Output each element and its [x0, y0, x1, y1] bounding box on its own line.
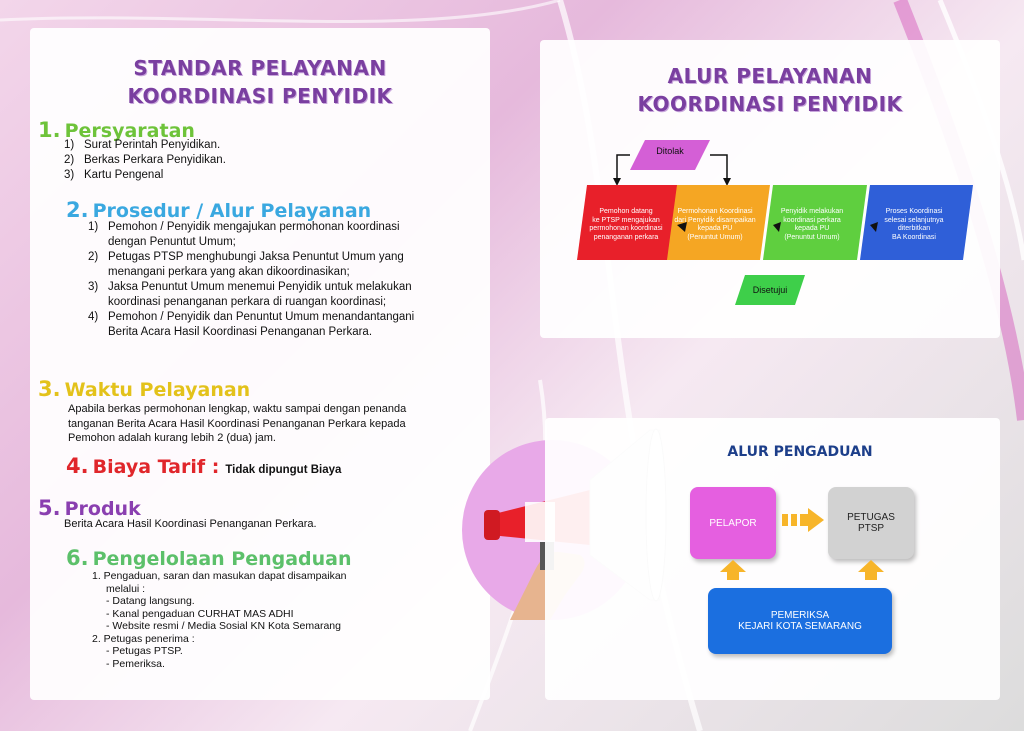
item-index: 1): [88, 221, 99, 233]
item-text: Berkas Perkara Penyidikan.: [84, 154, 226, 166]
standar-title-line1: STANDAR PELAYANAN: [133, 56, 387, 80]
section-number: 5.: [38, 496, 61, 520]
step-line: permohonan koordinasi: [589, 225, 663, 232]
arrow-up-icon: [858, 560, 884, 580]
arrow-up-icon: [720, 560, 746, 580]
arrow-right-icon: [782, 508, 824, 532]
step-line: BA Koordinasi: [892, 233, 936, 241]
list-item: [64, 138, 364, 153]
section-number: 3.: [38, 377, 61, 401]
section-number: 6.: [66, 546, 89, 570]
list-item: - Petugas PTSP.: [106, 645, 183, 657]
list-item: [64, 153, 364, 168]
section-number: 4.: [66, 454, 89, 478]
standar-title-line2: KOORDINASI PENYIDIK: [127, 84, 393, 108]
section-title: Persyaratan: [64, 120, 195, 142]
pelapor-label: PELAPOR: [709, 517, 757, 529]
list-item: - Website resmi / Media Sosial KN Kota Semarang: [106, 620, 341, 632]
section-prosedur-header: [66, 198, 371, 222]
step-line: dari Penyidik disampaikan: [674, 216, 756, 224]
pemeriksa-label-line1: PEMERIKSA: [770, 610, 830, 621]
item-text: Jaksa Penuntut Umum menemui Penyidik untuk melakukan koordinasi penanganan perkara di ruangan koordinasi;: [108, 281, 412, 308]
step-line: selesai selanjutnya: [884, 216, 944, 224]
list-item: [88, 250, 428, 280]
pemeriksa-label-line2: KEJARI KOTA SEMARANG: [738, 621, 862, 632]
section-number: 2.: [66, 198, 89, 222]
step-3-label: [767, 208, 857, 242]
list-item: melalui :: [106, 582, 146, 595]
item-index: 4): [88, 311, 99, 323]
ditolak-label: Ditolak: [656, 146, 684, 156]
step-line: kepada PU: [794, 225, 830, 232]
alur-pelayanan-title-line2: KOORDINASI PENYIDIK: [637, 92, 903, 116]
waktu-text: Apabila berkas permohonan lengkap, waktu sampai dengan penanda tanganan Berita Acara Hasil Koordinasi Penanganan Perkara kepada Pemohon adalah kurang lebih 2 (dua) jam.: [68, 403, 407, 444]
item-index: 1): [64, 139, 75, 151]
list-item: - Kanal pengaduan CURHAT MAS ADHI: [106, 607, 294, 620]
disetujui-label: Disetujui: [752, 285, 788, 295]
item-text: Surat Perintah Penyidikan.: [84, 139, 221, 151]
section-number: 1.: [38, 118, 61, 142]
item-text: Pemohon / Penyidik mengajukan permohonan koordinasi dengan Penuntut Umum;: [108, 221, 400, 248]
prosedur-list: [88, 220, 428, 340]
item-index: 3): [88, 281, 99, 293]
step-line: Pemohon datang: [599, 208, 653, 215]
list-item: [88, 280, 428, 310]
section-waktu-header: [38, 377, 250, 401]
step-line: Proses Koordinasi: [885, 208, 943, 215]
step-line: penanganan perkara: [593, 233, 659, 241]
section-title: Biaya Tarif :: [92, 456, 220, 478]
section-title: Produk: [64, 498, 141, 520]
item-index: 3): [64, 169, 75, 181]
step-line: (Penuntut Umum): [687, 233, 743, 241]
petugas-label-line1: PETUGAS: [847, 512, 895, 523]
alur-pelayanan-title-line1: ALUR PELAYANAN: [667, 64, 873, 88]
persyaratan-list: [64, 138, 364, 183]
list-item: [88, 220, 428, 250]
item-index: 2): [88, 251, 99, 263]
step-line: koordinasi perkara: [783, 216, 841, 224]
step-line: Permohonan Koordinasi: [677, 208, 753, 215]
section-title: Prosedur / Alur Pelayanan: [92, 200, 372, 222]
list-item: - Pemeriksa.: [106, 657, 165, 670]
step-line: (Penuntut Umum): [784, 233, 840, 241]
petugas-label-line2: PTSP: [857, 523, 885, 534]
step-1-label: [582, 208, 670, 242]
list-item: [64, 168, 364, 183]
biaya-value: Tidak dipungut Biaya: [225, 464, 342, 476]
step-2-label: [670, 208, 760, 242]
item-index: 2): [64, 154, 75, 166]
section-biaya-header: [66, 454, 341, 478]
item-text: Kartu Pengenal: [84, 169, 164, 181]
list-item: - Datang langsung.: [106, 595, 195, 607]
pengaduan-list: [92, 570, 392, 670]
pengaduan-arrows: [700, 480, 1000, 620]
list-item: [88, 310, 428, 340]
list-item: 1. Pengaduan, saran dan masukan dapat disampaikan: [92, 570, 347, 582]
list-item: 2. Petugas penerima :: [92, 632, 195, 645]
item-text: Pemohon / Penyidik dan Penuntut Umum menandantangani Berita Acara Hasil Koordinasi Penanganan Perkara.: [108, 311, 415, 338]
section-pengaduan-header: [66, 546, 352, 570]
step-line: diterbitkan: [897, 225, 931, 232]
produk-text: Berita Acara Hasil Koordinasi Penanganan Perkara.: [64, 518, 317, 530]
item-text: Petugas PTSP menghubungi Jaksa Penuntut Umum yang menangani perkara yang akan dikoordinasikan;: [108, 251, 404, 278]
step-line: ke PTSP mengajukan: [592, 216, 660, 224]
step-4-label: [866, 208, 962, 242]
section-title: Waktu Pelayanan: [64, 379, 251, 401]
step-line: Penyidik melakukan: [780, 208, 844, 215]
step-line: kepada PU: [697, 225, 733, 232]
alur-pengaduan-title: ALUR PENGADUAN: [727, 444, 873, 460]
section-title: Pengelolaan Pengaduan: [92, 548, 352, 570]
